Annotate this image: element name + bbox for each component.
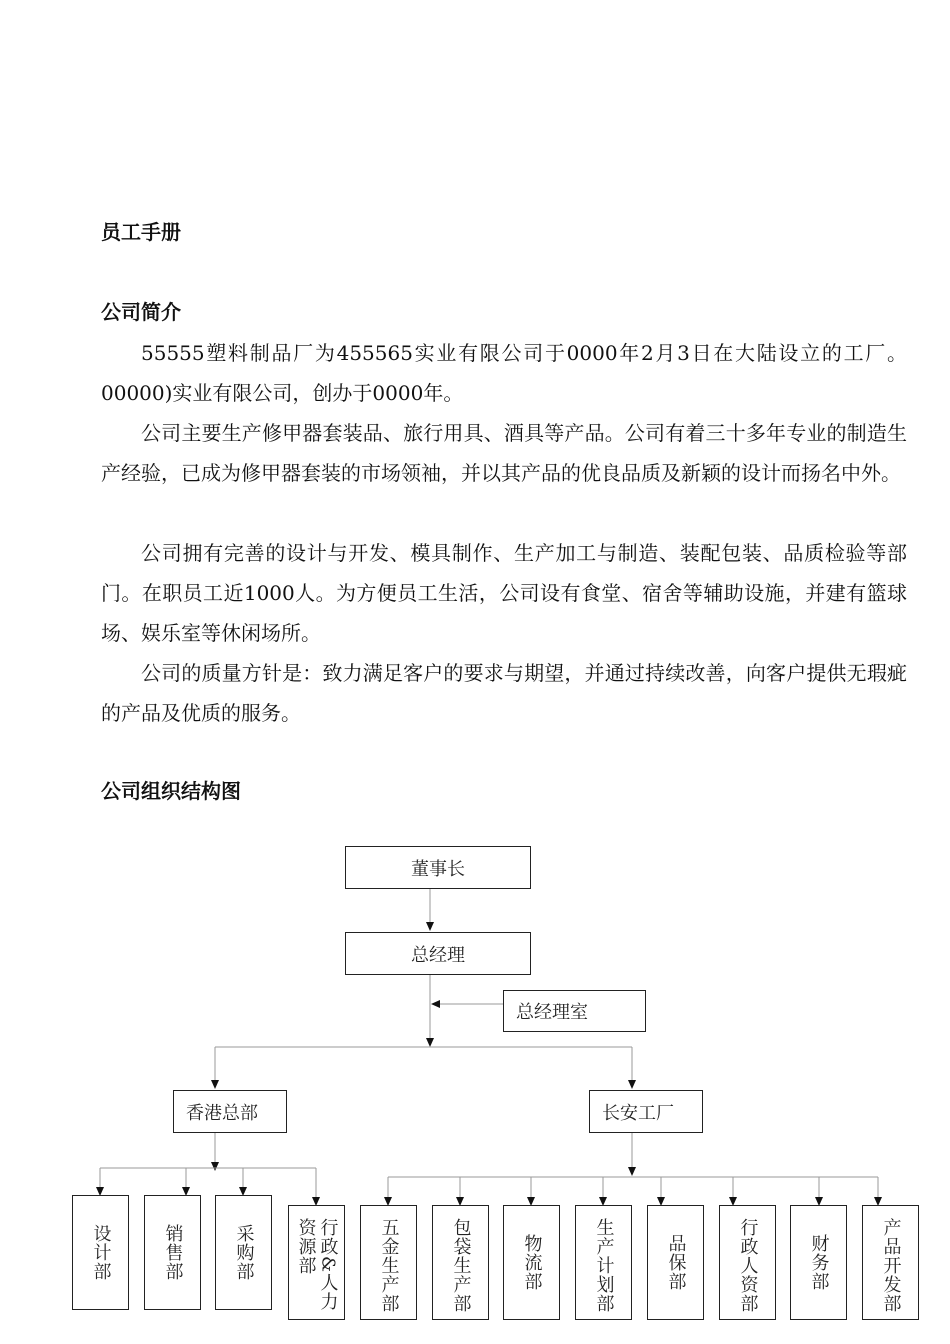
intro-paragraph-3: 公司拥有完善的设计与开发、模具制作、生产加工与制造、装配包装、品质检验等部门。在职员工近1000人。为方便员工生活，公司设有食堂、宿舍等辅助设施，并建有篮球场、娱乐室等休闲场所。: [101, 541, 907, 645]
org-box-admin-personnel-dept: [719, 1205, 776, 1320]
org-label-admin-hr-dept: 行政&人力资源部: [295, 1218, 339, 1312]
org-box-quality-assurance-dept: [647, 1205, 704, 1320]
org-label-sales-dept: 销售部: [162, 1224, 184, 1281]
org-label-product-development-dept: 产品开发部: [880, 1218, 902, 1313]
org-box-sales-dept: [144, 1195, 201, 1310]
org-box-admin-hr-dept: [288, 1205, 345, 1320]
org-box-general-manager: [345, 932, 531, 975]
org-box-hk-headquarters: [173, 1090, 287, 1133]
company-intro-heading: 公司简介: [101, 300, 181, 324]
org-label-hk-headquarters: 香港总部: [186, 1102, 258, 1124]
org-box-gm-office: [503, 990, 646, 1032]
org-box-purchasing-dept: [215, 1195, 272, 1310]
org-label-logistics-dept: 物流部: [521, 1234, 543, 1291]
org-label-purchasing-dept: 采购部: [233, 1224, 255, 1281]
intro-paragraph-1: 55555塑料制品厂为455565实业有限公司于0000年2月3日在大陆设立的工厂。00000)实业有限公司，创办于0000年。: [101, 341, 907, 405]
org-chart-heading: 公司组织结构图: [101, 779, 241, 803]
org-box-bag-production-dept: [432, 1205, 489, 1320]
org-box-finance-dept: [790, 1205, 847, 1320]
org-label-production-planning-dept: 生产计划部: [593, 1218, 615, 1313]
org-box-hardware-production-dept: [360, 1205, 417, 1320]
org-label-hardware-production-dept: 五金生产部: [378, 1218, 400, 1313]
org-box-chairman: [345, 846, 531, 889]
document-title: 员工手册: [101, 220, 181, 244]
intro-paragraph-2: 公司主要生产修甲器套装品、旅行用具、酒具等产品。公司有着三十多年专业的制造生产经验，已成为修甲器套装的市场领袖，并以其产品的优良品质及新颖的设计而扬名中外。: [101, 421, 907, 485]
org-label-changan-factory: 长安工厂: [602, 1102, 674, 1124]
org-label-bag-production-dept: 包袋生产部: [450, 1218, 472, 1313]
org-label-chairman: 董事长: [411, 858, 465, 880]
org-box-production-planning-dept: [575, 1205, 632, 1320]
intro-paragraph-4: 公司的质量方针是：致力满足客户的要求与期望，并通过持续改善，向客户提供无瑕疵的产品及优质的服务。: [101, 661, 907, 725]
org-label-admin-personnel-dept: 行政人资部: [737, 1218, 759, 1313]
org-label-gm-office: 总经理室: [516, 1002, 588, 1023]
org-label-quality-assurance-dept: 品保部: [665, 1234, 687, 1291]
org-label-general-manager: 总经理: [411, 944, 465, 966]
org-box-logistics-dept: [503, 1205, 560, 1320]
org-label-finance-dept: 财务部: [808, 1234, 830, 1291]
org-box-design-dept: [72, 1195, 129, 1310]
org-box-product-development-dept: [862, 1205, 919, 1320]
org-box-changan-factory: [589, 1090, 703, 1133]
org-label-design-dept: 设计部: [90, 1224, 112, 1281]
